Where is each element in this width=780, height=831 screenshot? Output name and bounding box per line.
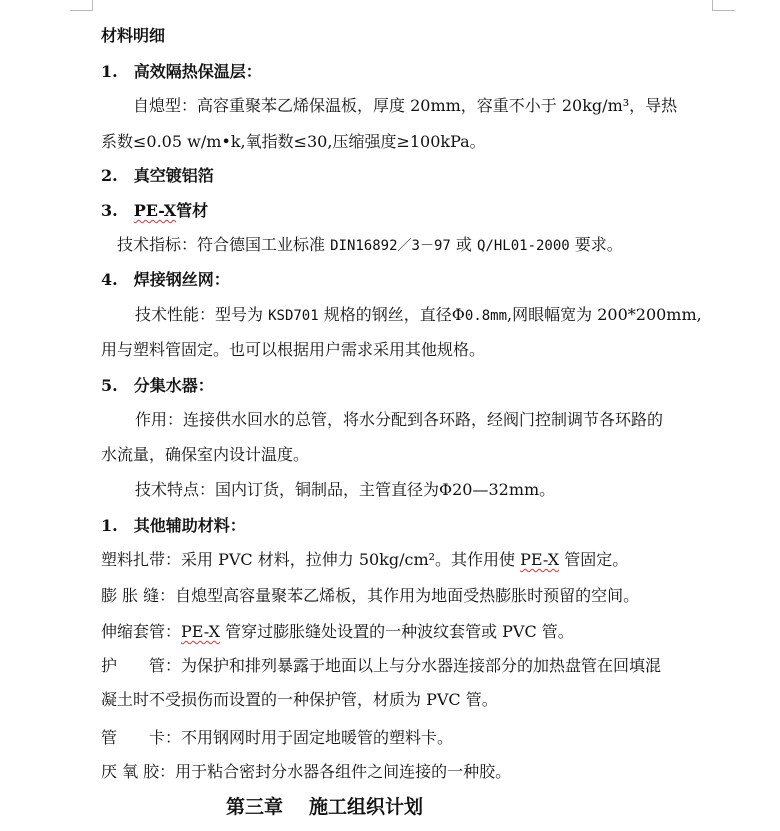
- heading-aluminum-foil: 2. 真空镀铝箔: [101, 166, 214, 185]
- pex-spec-mid: 或: [450, 235, 477, 254]
- pex-standard-din: DIN16892／3－97: [330, 238, 451, 254]
- manifold-features-line: 技术特点：国内订货，铜制品，主管直径为Φ20—32mm。: [135, 480, 556, 499]
- aux-item-pipe-clip: 管 卡：不用钢网时用于固定地暖管的塑料卡。: [101, 728, 454, 747]
- aux-item-cable-tie: [101, 550, 750, 570]
- aux-item-sleeve: [101, 622, 750, 642]
- mesh-spec-post: ,网眼幅宽为 200*200mm,: [507, 305, 702, 324]
- mesh-diameter: 0.8mm: [464, 308, 508, 324]
- pex-spec-line: [117, 235, 750, 256]
- page-corner-marker-right: [712, 0, 735, 11]
- heading-manifold: 5. 分集水器：: [101, 376, 214, 395]
- heading-welded-mesh: 4. 焊接钢丝网：: [101, 270, 230, 289]
- heading-auxiliary-materials: 1. 其他辅助材料：: [101, 516, 246, 535]
- document-title: 材料明细: [101, 26, 166, 45]
- manifold-function-line-1: 作用：连接供水回水的总管，将水分配到各环路，经阀门控制调节各环路的: [135, 410, 664, 429]
- aux-item-expansion-joint: 膨 胀 缝：自熄型高容量聚苯乙烯板，其作用为地面受热膨胀时预留的空间。: [101, 586, 640, 605]
- cable-tie-post: 管固定。: [559, 550, 629, 569]
- heading-insulation-layer: 1. 高效隔热保温层：: [101, 62, 262, 81]
- sleeve-post: 管穿过膨胀缝处设置的一种波纹套管或 PVC 管。: [219, 622, 574, 641]
- pex-spec-pre: 技术指标：符合德国工业标准: [117, 235, 331, 254]
- mesh-spec-line-1: [135, 305, 750, 326]
- insulation-spec-line-2: 系数≤0.05 w/m•k,氧指数≤30,压缩强度≥100kPa。: [101, 132, 486, 151]
- page-corner-marker-left: [70, 0, 93, 11]
- mesh-spec-mid: 规格的钢丝，直径Φ: [318, 305, 465, 324]
- insulation-spec-line-1: 自熄型：高容重聚苯乙烯保温板，厚度 20mm，容重不小于 20kg/m³，导热: [133, 96, 678, 115]
- cable-tie-pex: PE-X: [520, 550, 560, 569]
- chapter-heading: [226, 795, 423, 819]
- cable-tie-pre: 塑料扎带：采用 PVC 材料，拉伸力 50kg/cm²。其作用使: [101, 550, 521, 569]
- mesh-spec-line-2: 用与塑料管固定。也可以根据用户需求采用其他规格。: [101, 340, 486, 359]
- heading-pex-pipe: [101, 201, 750, 221]
- pex-standard-q: Q/HL01-2000: [477, 238, 570, 254]
- chapter-title: 施工组织计划: [309, 796, 424, 818]
- aux-item-anaerobic-glue: 厌 氧 胶：用于粘合密封分水器各组件之间连接的一种胶。: [101, 762, 512, 781]
- mesh-spec-pre: 技术性能：型号为: [135, 305, 269, 324]
- heading-pex-num: 3.: [101, 201, 134, 220]
- chapter-number: 第三章: [226, 796, 284, 818]
- heading-pex-rest: 管材: [176, 201, 209, 220]
- mesh-model-code: KSD701: [268, 308, 319, 324]
- sleeve-pre: 伸缩套管：: [101, 622, 182, 641]
- heading-pex-term: PE-X: [133, 201, 177, 220]
- manifold-function-line-2: 水流量，确保室内设计温度。: [101, 445, 310, 464]
- aux-item-protective-pipe-line-2: 凝土时不受损伤而设置的一种保护管，材质为 PVC 管。: [101, 690, 498, 709]
- aux-item-protective-pipe-line-1: 护 管：为保护和排列暴露于地面以上与分水器连接部分的加热盘管在回填混: [101, 656, 662, 675]
- pex-spec-post: 要求。: [569, 235, 623, 254]
- sleeve-pex: PE-X: [181, 622, 220, 641]
